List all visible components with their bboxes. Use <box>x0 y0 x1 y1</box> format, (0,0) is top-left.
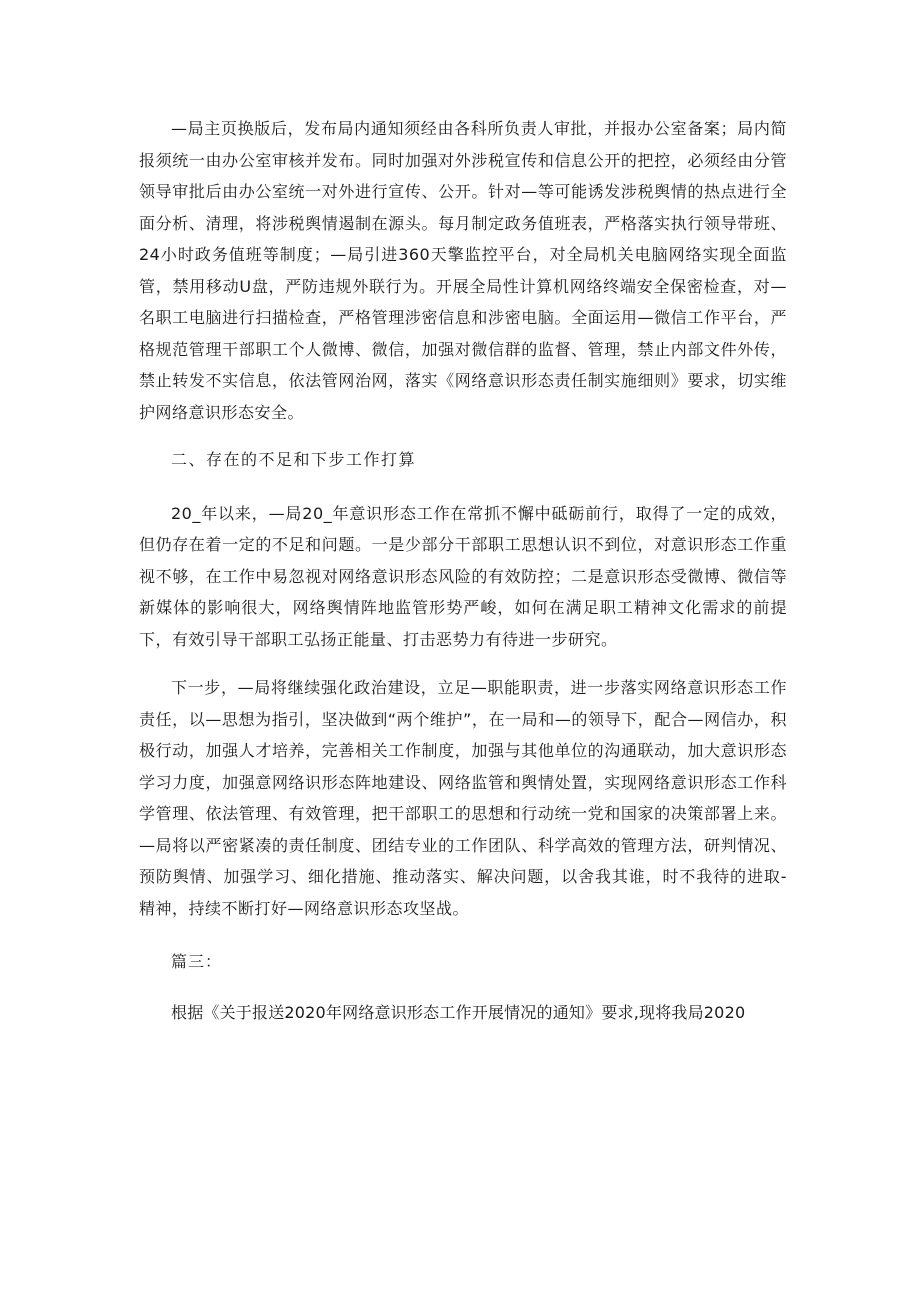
paragraph-shortcomings: 20_年以来，—局20_年意识形态工作在常抓不懈中砥砺前行，取得了一定的成效，但仍存在着一定的不足和问题。一是少部分干部职工思想认识不到位，对意识形态工作重视不够，在工作中易忽视对网络意识形态风险的有效防控；二是意识形态受微博、微信等新媒体的影响很大，网络舆情阵地监管形势严峻，如何在满足职工精神文化需求的前提下，有效引导干部职工弘扬正能量、打击恶势力有待进一步研究。 <box>139 503 787 649</box>
paragraph-report-intro: 根据《关于报送2020年网络意识形态工作开展情况的通知》要求,现将我局2020 <box>171 1002 746 1022</box>
document-body <box>139 113 787 1028</box>
paragraph-next-steps: 下一步，—局将继续强化政治建设，立足—职能职责，进一步落实网络意识形态工作责任，以—思想为指引，坚决做到“两个维护”，在一局和—的领导下，配合—网信办，积极行动，加强人才培养，完善相关工作制度，加强与其他单位的沟通联动，加大意识形态学习力度，加强意网络识形态阵地建设、网络监管和舆情处置，实现网络意识形态工作科学管理、依法管理、有效管理，把干部职工的思想和行动统一党和国家的决策部署上来。—局将以严密紧凑的责任制度、团结专业的工作团队、科学高效的管理方法，研判情况、预防舆情、加强学习、细化措施、推动落实、解决问题，以舍我其谁，时不我待的进取-精神，持续不断打好—网络意识形态攻坚战。 <box>139 678 787 918</box>
section-title-part-three: 篇三： <box>171 952 223 971</box>
section-heading-shortcomings: 二、存在的不足和下步工作打算 <box>171 450 417 469</box>
paragraph-network-management: —局主页换版后，发布局内通知须经由各科所负责人审批，并报办公室备案；局内简报须统一由办公室审核并发布。同时加强对外涉税宣传和信息公开的把控，必须经由分管领导审批后由办公室统一对外进行宣传、公开。针对—等可能诱发涉税舆情的热点进行全面分析、清理，将涉税舆情遏制在源头。每月制定政务值班表，严格落实执行领导带班、24小时政务值班等制度；—局引进360天擎监控平台，对全局机关电脑网络实现全面监管，禁用移动U盘，严防违规外联行为。开展全局性计算机网络终端安全保密检查，对—名职工电脑进行扫描检查，严格管理涉密信息和涉密电脑。全面运用—微信工作平台，严格规范管理干部职工个人微博、微信，加强对微信群的监督、管理，禁止内部文件外传，禁止转发不实信息，依法管网治网，落实《网络意识形态责任制实施细则》要求，切实维护网络意识形态安全。 <box>139 119 787 422</box>
